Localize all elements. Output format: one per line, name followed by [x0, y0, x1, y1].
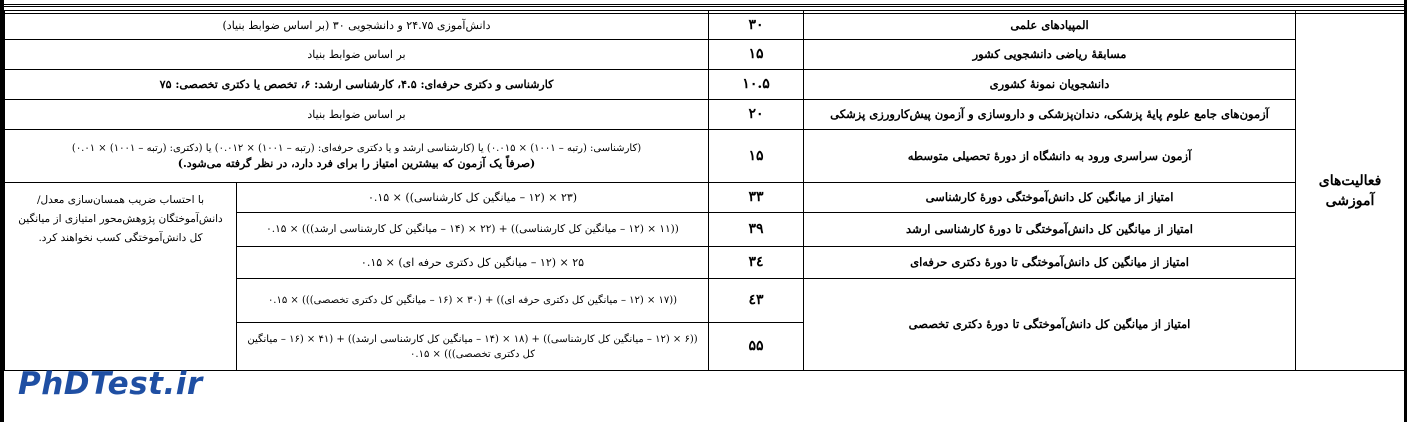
score-cell: ۳۰ [709, 11, 804, 40]
table-row [5, 100, 1405, 130]
rule-note-line: (صرفاً یک آزمون که بیشترین امتیاز را برای فرد دارد، در نظر گرفته می‌شود.) [177, 157, 536, 170]
activity-cell: مسابقهٔ ریاضی دانشجویی کشور [804, 40, 1296, 70]
score-cell: ۱۰.۵ [709, 70, 804, 100]
activity-cell: المپیادهای علمی [804, 11, 1296, 40]
formula-cell: ((۱۷ × (۱۲ – میانگین کل دکتری حرفه ای)) + (۳۰ × (۱۶ – میانگین کل دکتری تخصصی))) × ۰.۱۵ [237, 279, 709, 323]
watermark-logo: PhDTest.ir [18, 366, 203, 402]
table-row [5, 40, 1405, 70]
formula-cell: ((۶ × (۱۲ – میانگین کل کارشناسی)) + (۱۸ × (۱۴ – میانگین کل کارشناسی ارشد)) + (۴۱ × (۱۶ – میانگین کل دکتری تخصصی))) × ۰.۱۵ [237, 323, 709, 371]
formula-cell: ((۱۱ × (۱۲ – میانگین کل کارشناسی)) + (۲۲ × (۱۴ – میانگین کل کارشناسی ارشد))) × ۰.۱۵ [237, 213, 709, 247]
score-cell: ۲۰ [709, 100, 804, 130]
score-cell: ۳۹ [709, 213, 804, 247]
activity-cell: امتیاز از میانگین کل دانش‌آموختگی دورهٔ کارشناسی [804, 183, 1296, 213]
rule-cell [5, 130, 709, 183]
table-row [5, 70, 1405, 100]
rule-line: (کارشناسی: (رتبه – ۱۰۰۱) × ۰.۰۱۵) یا (کارشناسی ارشد و یا دکتری حرفه‌ای: (رتبه – ۱۰۰۱) × ۰.۰۱۲) یا (دکتری: (رتبه – ۱۰۰۱) × ۰.۰۱) [71, 143, 642, 154]
rule-cell: بر اساس ضوابط بنیاد [5, 40, 709, 70]
score-cell: ۳٤ [709, 247, 804, 279]
score-cell: ۵۵ [709, 323, 804, 371]
score-cell: ۱۵ [709, 40, 804, 70]
rule-cell: کارشناسی و دکتری حرفه‌ای: ۴.۵، کارشناسی ارشد: ۶، تخصص یا دکتری تخصصی: ۷۵ [5, 70, 709, 100]
table-row [5, 11, 1405, 40]
note-cell [5, 183, 237, 371]
score-cell: ٤۳ [709, 279, 804, 323]
note-text: با احتساب ضریب همسان‌سازی معدل/دانش‌آموختگان پژوهش‌محور امتیازی از میانگین کل دانش‌آموختگی کسب نخواهند کرد. [18, 194, 223, 244]
activity-cell: آزمون‌های جامع علوم پایهٔ پزشکی، دندان‌پزشکی و داروسازی و آزمون پیش‌کارورزی پزشکی [804, 100, 1296, 130]
table-row [5, 130, 1405, 183]
rule-cell: دانش‌آموزی ۲۴.۷۵ و دانشجویی ۳۰ (بر اساس ضوابط بنیاد) [5, 11, 709, 40]
formula-cell: ۲۵ × (۱۲ – میانگین کل دکتری حرفه ای) × ۰.۱۵ [237, 247, 709, 279]
category-label: فعالیت‌های آموزشی [1318, 172, 1382, 209]
scoring-table [4, 10, 1405, 371]
activity-cell: امتیاز از میانگین کل دانش‌آموختگی تا دورهٔ دکتری حرفه‌ای [804, 247, 1296, 279]
table-row [5, 183, 1405, 213]
activity-cell: آزمون سراسری ورود به دانشگاه از دورهٔ تحصیلی متوسطه [804, 130, 1296, 183]
score-cell: ۱۵ [709, 130, 804, 183]
category-cell [1296, 11, 1405, 371]
activity-cell: دانشجویان نمونهٔ کشوری [804, 70, 1296, 100]
activity-cell: امتیاز از میانگین کل دانش‌آموختگی تا دورهٔ دکتری تخصصی [804, 279, 1296, 371]
activity-cell: امتیاز از میانگین کل دانش‌آموختگی تا دورهٔ کارشناسی ارشد [804, 213, 1296, 247]
score-cell: ۳۳ [709, 183, 804, 213]
rule-cell: بر اساس ضوابط بنیاد [5, 100, 709, 130]
formula-cell: (۲۳ × (۱۲ – میانگین کل کارشناسی)) × ۰.۱۵ [237, 183, 709, 213]
